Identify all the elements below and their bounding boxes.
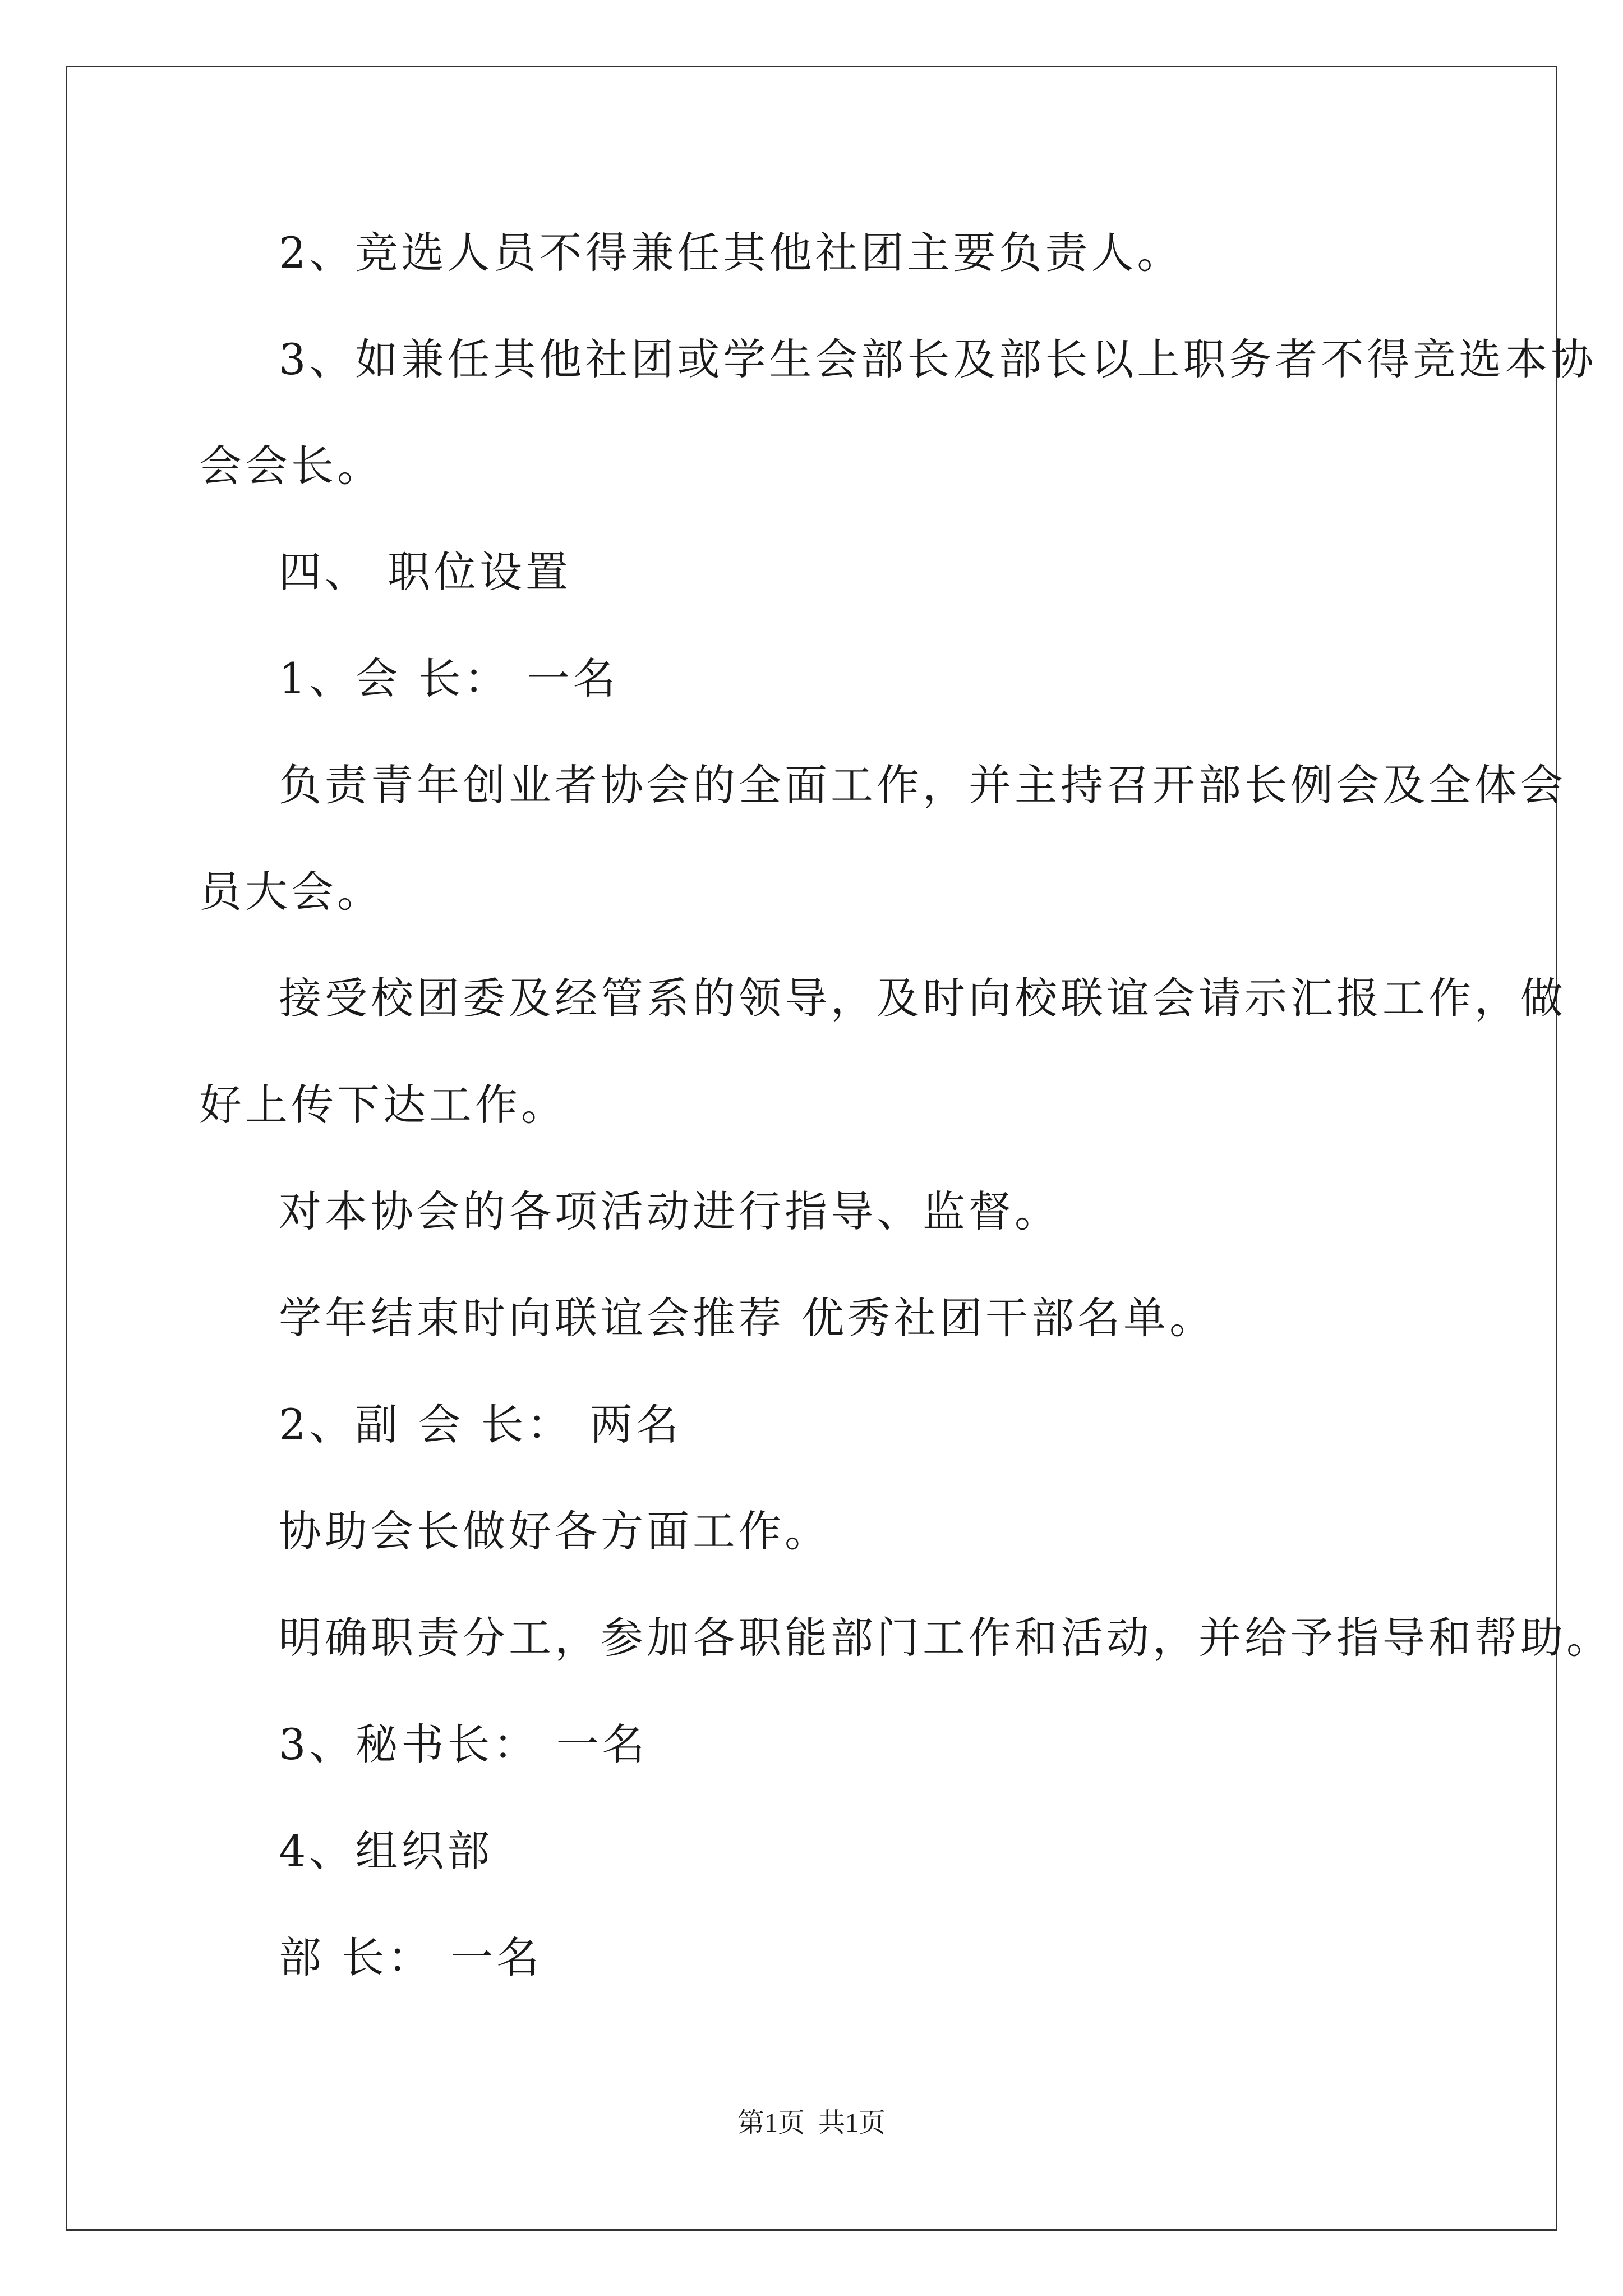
- paragraph-line: 3、秘书长： 一名: [279, 1719, 648, 1769]
- paragraph-line: 会会长。: [199, 441, 383, 491]
- paragraph-line: 负责青年创业者协会的全面工作，并主持召开部长例会及全体会: [279, 760, 1566, 810]
- paragraph-line: 1、会 长： 一名: [279, 654, 619, 703]
- paragraph-line: 3、如兼任其他社团或学生会部长及部长以上职务者不得竞选本协: [279, 334, 1597, 384]
- paragraph-line: 员大会。: [199, 867, 383, 917]
- paragraph-line: 2、竞选人员不得兼任其他社团主要负责人。: [279, 228, 1183, 278]
- page-border: [66, 66, 1557, 2231]
- paragraph-line: 明确职责分工，参加各职能部门工作和活动，并给予指导和帮助。: [279, 1613, 1612, 1663]
- page-number-footer: 第1页 共1页: [737, 2108, 886, 2138]
- paragraph-line: 部 长： 一名: [279, 1932, 543, 1982]
- paragraph-line: 接受校团委及经管系的领导，及时向校联谊会请示汇报工作，做: [279, 973, 1566, 1023]
- paragraph-line: 协助会长做好各方面工作。: [279, 1506, 831, 1556]
- paragraph-line: 4、组织部: [279, 1826, 494, 1876]
- paragraph-line: 对本协会的各项活动进行指导、监督。: [279, 1186, 1061, 1236]
- paragraph-line: 2、副 会 长： 两名: [279, 1400, 682, 1450]
- paragraph-line: 好上传下达工作。: [199, 1080, 567, 1130]
- paragraph-line: 学年结束时向联谊会推荐 优秀社团干部名单。: [279, 1293, 1216, 1343]
- section-heading: 四、 职位设置: [279, 547, 572, 597]
